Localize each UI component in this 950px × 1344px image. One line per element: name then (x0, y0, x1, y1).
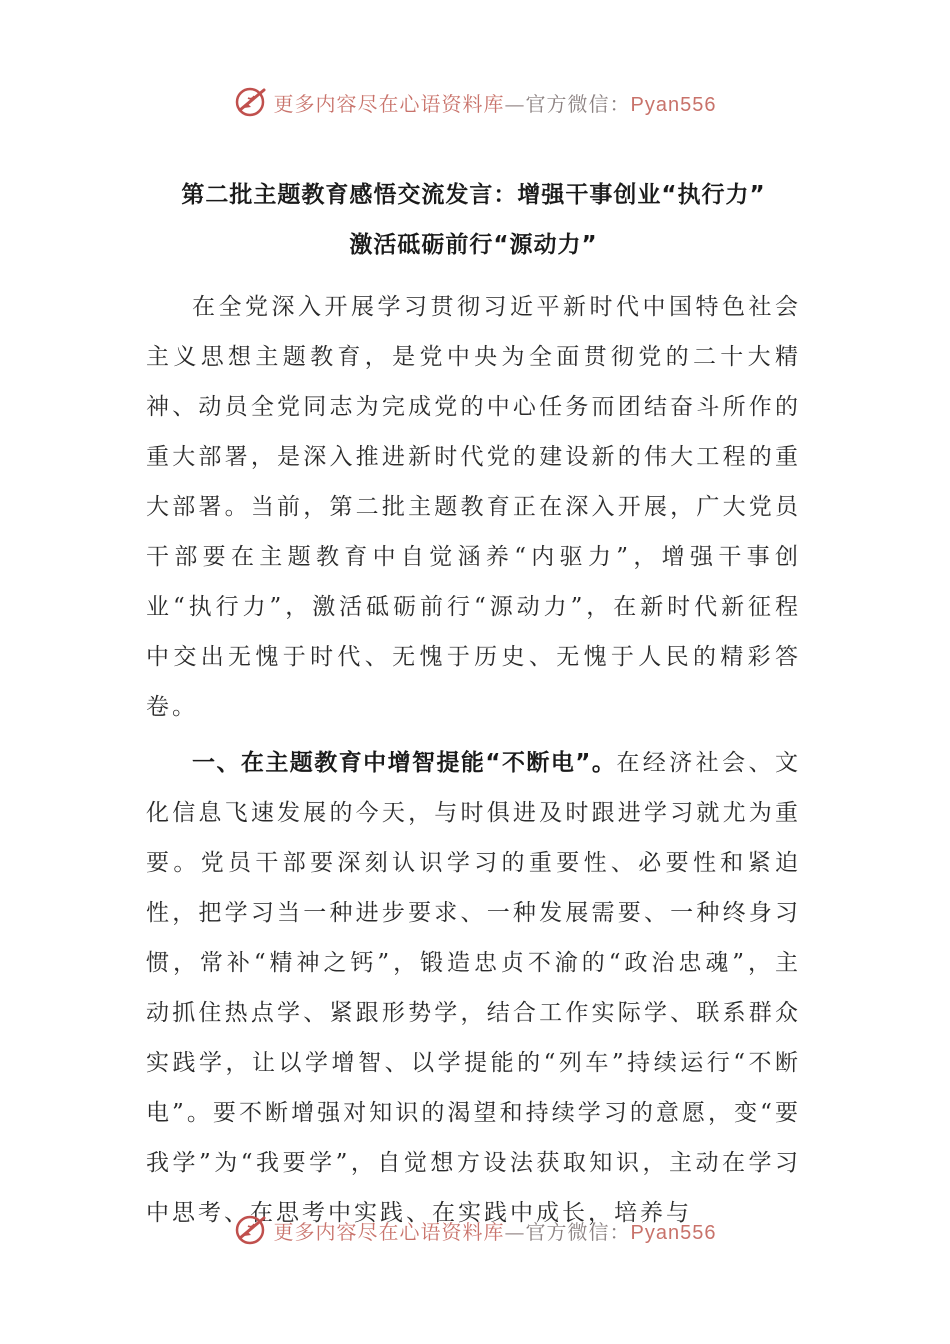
header-site-text: 更多内容尽在心语资料库 (273, 91, 505, 116)
header-text (274, 88, 717, 117)
pen-logo-icon (234, 1212, 270, 1248)
header-wechat-id: Pyan556 (630, 93, 717, 116)
header-wechat-label: 官方微信： (525, 91, 631, 116)
document-title-line1: 第二批主题教育感悟交流发言：增强干事创业“执行力” (181, 182, 766, 208)
pen-logo-icon (234, 84, 270, 120)
header-banner (0, 82, 950, 122)
paragraph-intro: 在全党深入开展学习贯彻习近平新时代中国特色社会主义思想主题教育，是党中央为全面贯彻党的二十大精神、动员全党同志为完成党的中心任务而团结奋斗所作的重大部署，是深入推进新时代党的建设新的伟大工程的重大部署。当前，第二批主题教育正在深入开展，广大党员干部要在主题教育中自觉涵养“内驱力”，增强干事创业“执行力”，激活砥砺前行“源动力”，在新时代新征程中交出无愧于时代、无愧于历史、无愧于人民的精彩答卷。 (146, 294, 801, 720)
section1-body: 在经济社会、文化信息飞速发展的今天，与时俱进及时跟进学习就尤为重要。党员干部要深刻认识学习的重要性、必要性和紧迫性，把学习当一种进步要求、一种发展需要、一种终身习惯，常补“精神之钙”，锻造忠贞不渝的“政治忠魂”，主动抓住热点学、紧跟形势学，结合工作实际学、联系群众实践学，让以学增智、以学提能的“列车”持续运行“不断电”。要不断增强对知识的渴望和持续学习的意愿，变“要我学”为“我要学”，自觉想方设法获取知识，主动在学习中思考、在思考中实践、在实践中成长，培养与 (146, 750, 802, 1226)
footer-site-text: 更多内容尽在心语资料库 (273, 1219, 505, 1244)
document-title-line2: 激活砥砺前行“源动力” (349, 232, 598, 258)
paragraph-section1 (146, 738, 801, 1238)
header-separator: — (504, 91, 526, 116)
section1-heading: 一、在主题教育中增智提能“不断电”。 (192, 750, 617, 776)
footer-wechat-id: Pyan556 (630, 1221, 717, 1244)
document-body (146, 170, 801, 1238)
footer-text (274, 1216, 717, 1245)
footer-separator: — (504, 1219, 526, 1244)
footer-banner (0, 1210, 950, 1250)
footer-wechat-label: 官方微信： (525, 1219, 631, 1244)
